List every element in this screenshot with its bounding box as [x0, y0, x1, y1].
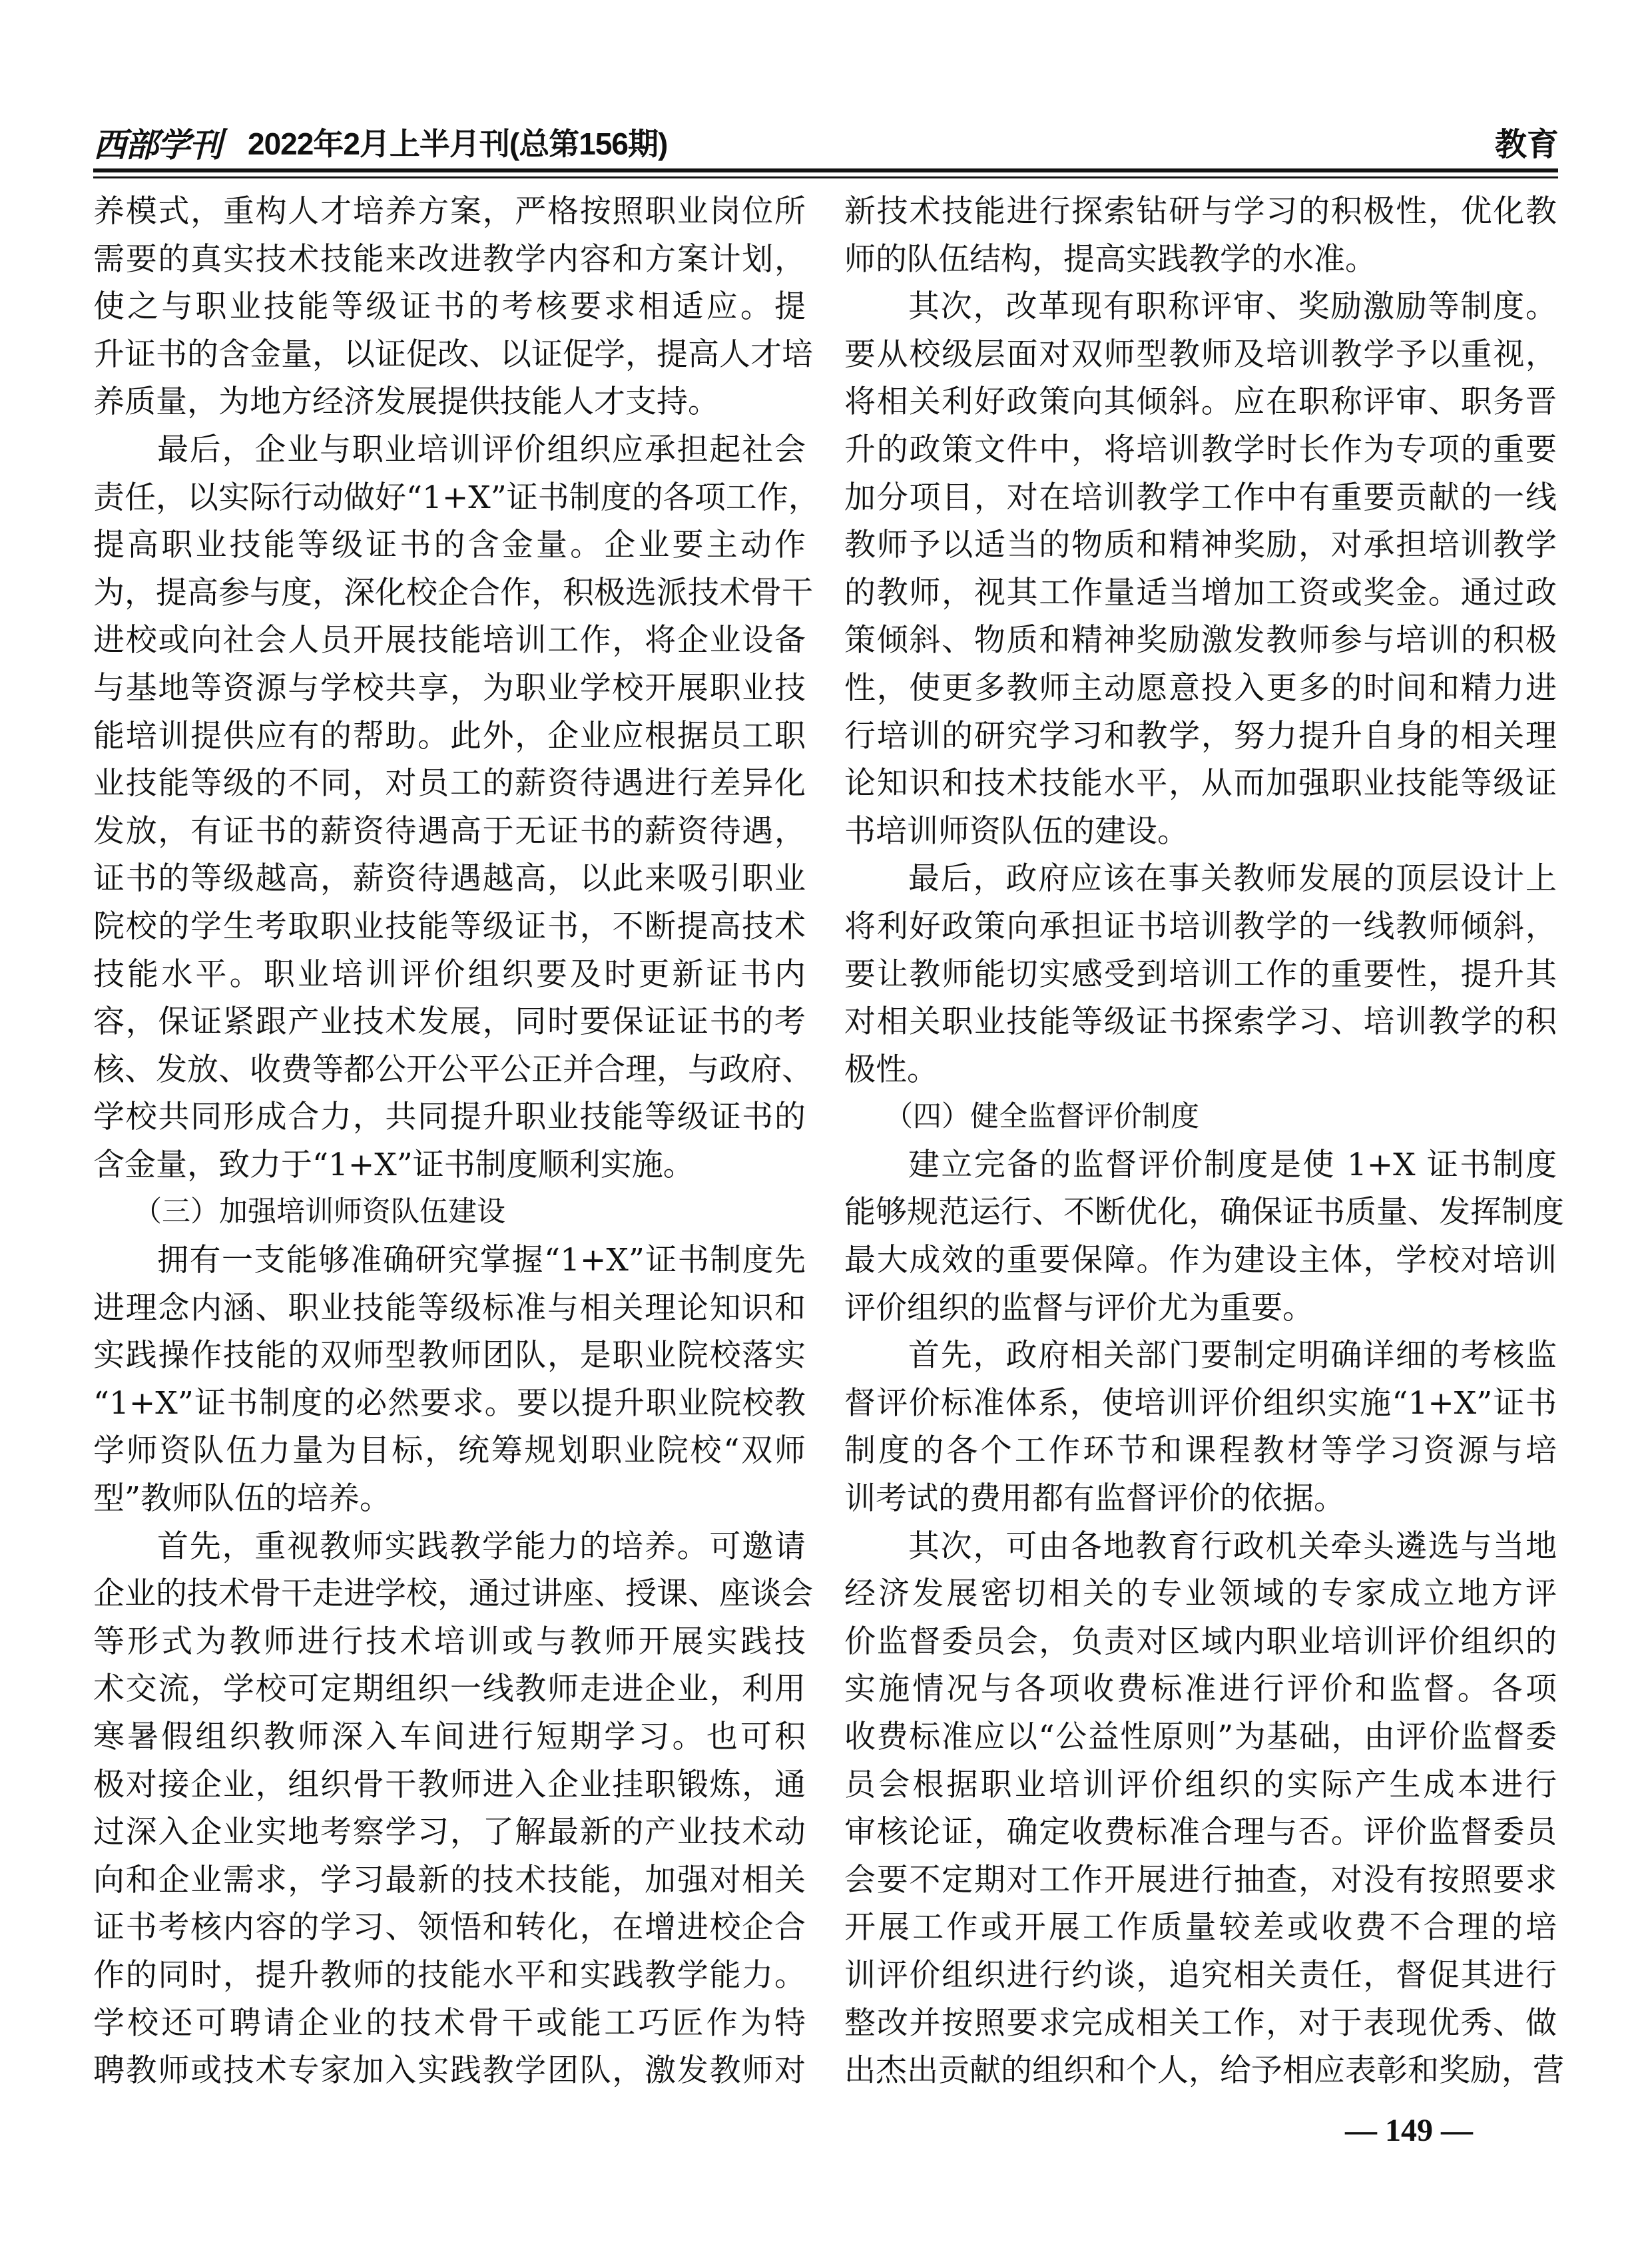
text-line: 对相关职业技能等级证书探索学习、培训教学的积 [844, 1003, 1557, 1041]
text-line: 型”教师队伍的培养。 [93, 1480, 392, 1518]
text-line: 学师资队伍力量为目标，统筹规划职业院校“双师 [93, 1432, 806, 1470]
text-line: （三）加强培训师资队伍建设 [133, 1195, 505, 1229]
text-line: 经济发展密切相关的专业领域的专家成立地方评 [844, 1575, 1557, 1613]
text-line: 进理念内涵、职业技能等级标准与相关理论知识和 [93, 1289, 806, 1326]
header-rule-thin [93, 176, 1558, 178]
text-line: 将相关利好政策向其倾斜。应在职称评审、职务晋 [844, 384, 1557, 421]
text-line: 最大成效的重要保障。作为建设主体，学校对培训 [844, 1242, 1557, 1279]
text-line: 养质量，为地方经济发展提供技能人才支持。 [93, 384, 719, 421]
text-line: 要让教师能切实感受到培训工作的重要性，提升其 [844, 956, 1557, 993]
text-line: 实践操作技能的双师型教师团队，是职业院校落实 [93, 1337, 806, 1374]
text-line: 会要不定期对工作开展进行抽查，对没有按照要求 [844, 1861, 1557, 1898]
text-line: 最后，政府应该在事关教师发展的顶层设计上 [908, 860, 1557, 898]
text-line: 实施情况与各项收费标准进行评价和监督。各项 [844, 1671, 1557, 1708]
text-line: 能够规范运行、不断优化，确保证书质量、发挥制度 [844, 1194, 1564, 1231]
text-line: 性，使更多教师主动愿意投入更多的时间和精力进 [844, 669, 1557, 706]
text-line: 使之与职业技能等级证书的考核要求相适应。提 [93, 288, 806, 326]
text-line: 院校的学生考取职业技能等级证书，不断提高技术 [93, 908, 806, 945]
text-line: 训评价组织进行约谈，追究相关责任，督促其进行 [844, 1956, 1557, 1994]
text-line: 收费标准应以“公益性原则”为基础，由评价监督委 [844, 1719, 1557, 1755]
text-line: 升证书的含金量，以证促改、以证促学，提高人才培 [93, 336, 813, 373]
paragraph [844, 855, 1557, 1093]
text-line: 与基地等资源与学校共享，为职业学校开展职业技 [93, 669, 806, 706]
text-line: 其次，可由各地教育行政机关牵头遴选与当地 [908, 1528, 1557, 1565]
text-line: 提高职业技能等级证书的含金量。企业要主动作 [93, 527, 806, 564]
text-line: 证书考核内容的学习、领悟和转化，在增进校企合 [93, 1909, 806, 1946]
text-line: 价监督委员会，负责对区域内职业培训评价组织的 [844, 1623, 1557, 1660]
text-line: 督评价标准体系，使培训评价组织实施“1+X”证书 [844, 1384, 1557, 1422]
text-line: 学校还可聘请企业的技术骨干或能工巧匠作为特 [93, 2004, 806, 2042]
text-line: 术交流，学校可定期组织一线教师走进企业，利用 [93, 1671, 806, 1708]
text-line: 整改并按照要求完成相关工作，对于表现优秀、做 [844, 2004, 1557, 2042]
text-line: 新技术技能进行探索钻研与学习的积极性，优化教 [844, 193, 1557, 230]
paragraph [844, 1141, 1564, 1332]
text-line: 核、发放、收费等都公开公平公正并合理，与政府、 [93, 1051, 813, 1088]
text-line: 作的同时，提升教师的技能水平和实践教学能力。 [93, 1956, 806, 1994]
text-line: 最后，企业与职业培训评价组织应承担起社会 [157, 431, 806, 468]
paragraph [844, 188, 1557, 283]
text-line: 审核论证，确定收费标准合理与否。评价监督委员 [844, 1814, 1557, 1851]
text-line: 寒暑假组织教师深入车间进行短期学习。也可积 [93, 1719, 806, 1755]
page-number: — 149 — [1345, 2113, 1473, 2148]
text-line: 员会根据职业培训评价组织的实际产生成本进行 [844, 1766, 1557, 1803]
text-line: 评价组织的监督与评价尤为重要。 [844, 1289, 1314, 1326]
text-line: 策倾斜、物质和精神奖励激发教师参与培训的积极 [844, 622, 1557, 659]
text-line: 师的队伍结构，提高实践教学的水准。 [844, 240, 1376, 278]
header-rule-thick [93, 168, 1558, 172]
text-line: 进校或向社会人员开展技能培训工作，将企业设备 [93, 622, 806, 659]
text-line: 等形式为教师进行技术培训或与教师开展实践技 [93, 1623, 806, 1660]
text-line: 技能水平。职业培训评价组织要及时更新证书内 [93, 956, 806, 993]
text-line: 需要的真实技术技能来改进教学内容和方案计划， [93, 240, 806, 278]
section-heading [844, 1093, 1557, 1141]
text-line: 首先，重视教师实践教学能力的培养。可邀请 [157, 1528, 806, 1565]
text-line: 训考试的费用都有监督评价的依据。 [844, 1480, 1345, 1518]
text-line: 教师予以适当的物质和精神奖励，对承担培训教学 [844, 527, 1557, 564]
text-line: 开展工作或开展工作质量较差或收费不合理的培 [844, 1909, 1557, 1946]
text-line: 学校共同形成合力，共同提升职业技能等级证书的 [93, 1099, 806, 1136]
issue-info: 2022年2月上半月刊(总第156期) [248, 127, 668, 161]
text-line: 向和企业需求，学习最新的技术技能，加强对相关 [93, 1861, 806, 1898]
text-line: 的教师，视其工作量适当增加工资或奖金。通过政 [844, 574, 1557, 611]
text-line: 极性。 [844, 1051, 938, 1088]
text-line: 聘教师或技术专家加入实践教学团队，激发教师对 [93, 2052, 806, 2090]
text-line: 业技能等级的不同，对员工的薪资待遇进行差异化 [93, 765, 806, 802]
text-line: 证书的等级越高，薪资待遇越高，以此来吸引职业 [93, 860, 806, 898]
text-line: 升的政策文件中，将培训教学时长作为专项的重要 [844, 431, 1557, 468]
text-line: 将利好政策向承担证书培训教学的一线教师倾斜， [844, 908, 1557, 945]
paragraph [93, 188, 813, 426]
text-line: 过深入企业实地考察学习，了解最新的产业技术动 [93, 1814, 806, 1851]
text-line: 能培训提供应有的帮助。此外，企业应根据员工职 [93, 717, 806, 754]
text-line: 养模式，重构人才培养方案，严格按照职业岗位所 [93, 193, 806, 230]
text-line: 加分项目，对在培训教学工作中有重要贡献的一线 [844, 479, 1557, 516]
text-line: 容，保证紧跟产业技术发展，同时要保证证书的考 [93, 1003, 806, 1041]
paragraph [93, 1523, 813, 2095]
text-line: 建立完备的监督评价制度是使 1+X 证书制度 [908, 1146, 1557, 1183]
text-line: 论知识和技术技能水平，从而加强职业技能等级证 [844, 765, 1557, 802]
left-column [93, 188, 820, 2095]
text-line: 极对接企业，组织骨干教师进入企业挂职锻炼，通 [93, 1766, 806, 1803]
paragraph [93, 1237, 806, 1523]
text-line: 制度的各个工作环节和课程教材等学习资源与培 [844, 1432, 1557, 1470]
text-line: 行培训的研究学习和教学，努力提升自身的相关理 [844, 717, 1557, 754]
text-line: 为，提高参与度，深化校企合作，积极选派技术骨干 [93, 574, 813, 611]
section-title: 教育 [1494, 127, 1559, 162]
text-line: 书培训师资队伍的建设。 [844, 812, 1189, 850]
section-heading [93, 1189, 806, 1237]
paragraph [93, 426, 820, 1189]
text-line: 发放，有证书的薪资待遇高于无证书的薪资待遇， [93, 812, 806, 850]
text-line: 其次，改革现有职称评审、奖励激励等制度。 [908, 288, 1557, 326]
text-line: 企业的技术骨干走进学校，通过讲座、授课、座谈会 [93, 1575, 813, 1613]
right-column [844, 188, 1564, 2095]
text-line: 出杰出贡献的组织和个人，给予相应表彰和奖励，营 [844, 2052, 1564, 2090]
paragraph [844, 283, 1557, 855]
paragraph [844, 1332, 1557, 1522]
text-line: 拥有一支能够准确研究掌握“1+X”证书制度先 [157, 1242, 806, 1279]
text-line: 含金量，致力于“1+X”证书制度顺利实施。 [93, 1146, 694, 1183]
text-line: 首先，政府相关部门要制定明确详细的考核监 [908, 1337, 1557, 1374]
text-line: 责任，以实际行动做好“1+X”证书制度的各项工作， [93, 479, 820, 516]
text-line: 要从校级层面对双师型教师及培训教学予以重视， [844, 336, 1557, 373]
text-line: （四）健全监督评价制度 [884, 1100, 1199, 1134]
text-line: “1+X”证书制度的必然要求。要以提升职业院校教 [93, 1384, 806, 1422]
journal-logo: 西部学刊 [93, 125, 221, 164]
paragraph [844, 1523, 1564, 2095]
